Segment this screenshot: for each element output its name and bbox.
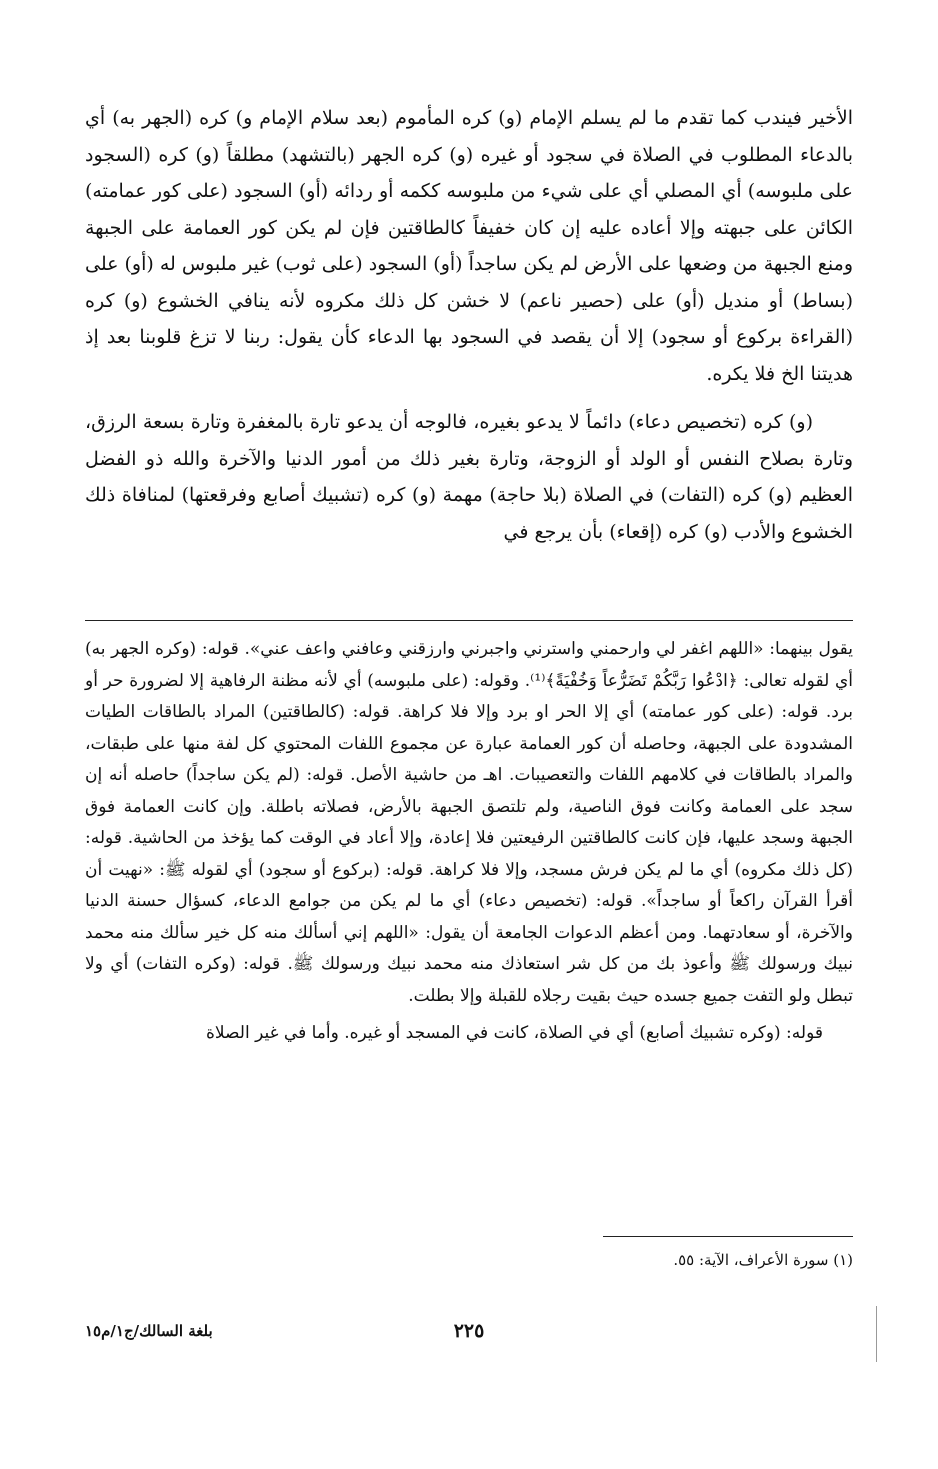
commentary-paragraph: يقول بينهما: «اللهم اغفر لي وارحمني واسترني واجبرني وارزقني وعافني واعف عني». قوله: (وكره الجهر به) أي لقوله تعالى: ﴿ادْعُوا رَبَّكُمْ تَضَرُّعاً وَخُفْيَةً﴾⁽¹⁾. وقوله: (على ملبوسه) أي لأنه مظنة الرفاهية إلا لضرورة حر أو برد. قوله: (على كور عمامته) أي إلا الحر او برد وإلا فلا كراهة. قوله: (كالطاقتين) المراد بالطاقات الطيات المشدودة على الجبهة، وحاصله أن كور العمامة عبارة عن مجموع اللفات المحتوي كل لفة منها على طبقات، والمراد بالطاقات في كلامهم اللفات والتعصيبات. اهـ من حاشية الأصل. قوله: (لم يكن ساجداً) حاصله أنه إن سجد على العمامة وكانت فوق الناصية، ولم تلتصق الجبهة بالأرض، فصلاته باطلة. وإن كانت العمامة فوق الجبهة وسجد عليها، فإن كانت كالطاقتين الرفيعتين فلا إعادة، وإلا أعاد في الوقت كما يؤخذ من الحاشية. قوله: (كل ذلك مكروه) أي ما لم يكن فرش مسجد، وإلا فلا كراهة. قوله: (بركوع أو سجود) أي لقوله ﷺ: «نهيت أن أقرأ القرآن راكعاً أو ساجداً». قوله: (تخصيص دعاء) أي ما لم يكن من جوامع الدعاء، كسؤال حسنة الدنيا والآخرة، أو سعادتهما. ومن أعظم الدعوات الجامعة أن يقول: «اللهم إني أسألك منه كل خير سألك منه محمد نبيك ورسولك ﷺ وأعوذ بك من كل شر استعاذك منه محمد نبيك ورسولك ﷺ. قوله: (وكره التفات) أي ولا تبطل ولو التفت جميع جسده حيث بقيت رجلاه للقبلة وإلا بطلت. <box>85 639 853 1006</box>
main-paragraph: الأخير فيندب كما تقدم ما لم يسلم الإمام (و) كره المأموم (بعد سلام الإمام و) كره (الجهر به) أي بالدعاء المطلوب في الصلاة في سجود أو غيره (و) كره الجهر (بالتشهد) مطلقاً (و) كره (السجود على ملبوسه) أي المصلي أي على شيء من ملبوسه ككمه أو ردائه (أو) السجود (على كور عمامته) الكائن على جبهته وإلا أعاده عليه إن كان خفيفاً كالطاقتين فإن لم يكن كور العمامة على الجبهة ومنع الجبهة من وضعها على الأرض لم يكن ساجداً (أو) السجود (على ثوب) غير ملبوس له (أو) على (بساط) أو منديل (أو) على (حصير ناعم) لا خشن كل ذلك مكروه لأنه ينافي الخشوع (و) كره (القراءة بركوع أو سجود) إلا أن يقصد في السجود بها الدعاء كأن يقول: ربنا لا تزغ قلوبنا بعد إذ هديتنا الخ فلا يكره. <box>85 107 853 385</box>
printer-signature: بلغة السالك/ج١/م١٥ <box>85 1322 213 1340</box>
footnote: (١) سورة الأعراف، الآية: ٥٥. <box>673 1251 853 1269</box>
main-text <box>85 100 853 550</box>
footnote-divider <box>603 1236 853 1237</box>
page-number: ٢٢٥ <box>453 1320 485 1342</box>
main-paragraph: (و) كره (تخصيص دعاء) دائماً لا يدعو بغيره، فالوجه أن يدعو تارة بالمغفرة وتارة بسعة الرزق، وتارة بصلاح النفس أو الولد أو الزوجة، وتارة بغير ذلك من أمور الدنيا والآخرة والله ذو الفضل العظيم (و) كره (التفات) في الصلاة (بلا حاجة) مهمة (و) كره (تشبيك أصابع وفرقعتها) لمنافاة ذلك الخشوع والأدب (و) كره (إقعاء) بأن يرجع في <box>85 411 853 543</box>
margin-mark <box>876 1306 877 1362</box>
commentary-text <box>85 634 853 1050</box>
commentary-divider <box>85 620 853 621</box>
commentary-paragraph: قوله: (وكره تشبيك أصابع) أي في الصلاة، كانت في المسجد أو غيره. وأما في غير الصلاة <box>206 1023 823 1043</box>
